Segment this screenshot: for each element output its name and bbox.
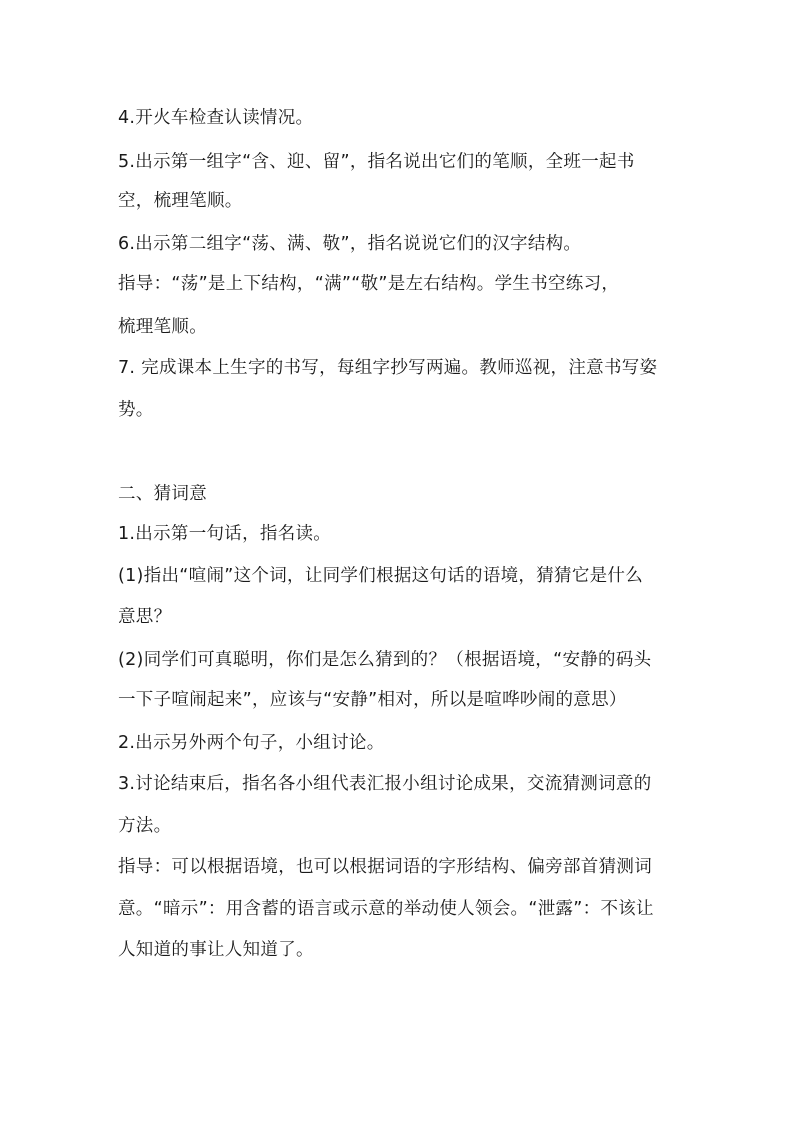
text-line: 5.出示第一组字“含、迎、留”，指名说出它们的笔顺，全班一起书 <box>118 152 635 172</box>
text-line: 意。“暗示”：用含蓄的语言或示意的举动使人领会。“泄露”：不该让 <box>118 899 654 919</box>
text-line: 1.出示第一句话，指名读。 <box>118 524 332 544</box>
text-line: 7. 完成课本上生字的书写，每组字抄写两遍。教师巡视，注意书写姿 <box>118 358 658 378</box>
text-line: 一下子喧闹起来”，应该与“安静”相对，所以是喧哗吵闹的意思） <box>118 690 627 710</box>
text-line: (2)同学们可真聪明，你们是怎么猜到的？（根据语境，“安静的码头 <box>118 650 652 670</box>
text-line: 2.出示另外两个句子，小组讨论。 <box>118 733 385 753</box>
text-line: 空，梳理笔顺。 <box>118 191 243 211</box>
text-line: 指导：可以根据语境，也可以根据词语的字形结构、偏旁部首猜测词 <box>118 857 652 877</box>
text-line: 3.讨论结束后，指名各小组代表汇报小组讨论成果，交流猜测词意的 <box>118 774 652 794</box>
section-heading: 二、猜词意 <box>118 484 207 504</box>
text-line: 方法。 <box>118 816 172 836</box>
text-line: 指导：“荡”是上下结构，“满”“敬”是左右结构。学生书空练习， <box>118 274 620 294</box>
text-line: 梳理笔顺。 <box>118 317 207 337</box>
text-line: (1)指出“喧闹”这个词，让同学们根据这句话的语境，猜猜它是什么 <box>118 566 644 586</box>
text-line: 4.开火车检查认读情况。 <box>118 108 314 128</box>
text-line: 6.出示第二组字“荡、满、敬”，指名说说它们的汉字结构。 <box>118 234 582 254</box>
text-line: 意思？ <box>118 607 172 627</box>
text-line: 势。 <box>118 400 154 420</box>
text-line: 人知道的事让人知道了。 <box>118 940 314 960</box>
